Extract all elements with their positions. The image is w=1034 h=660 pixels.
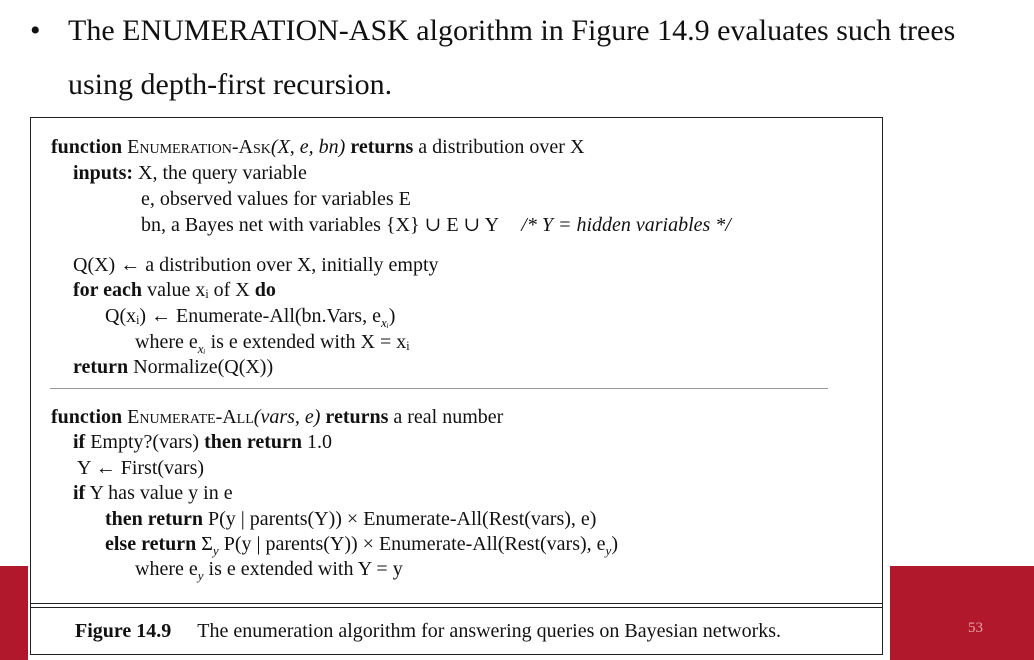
- algo2-if-has-value: if Y has value y in e: [73, 482, 233, 504]
- algo1-init-q: Q(X) ← a distribution over X, initially empty: [73, 254, 439, 276]
- algo1-where: where $e_{xᵢ}$ is e extended with X = xᵢ: [135, 331, 410, 356]
- algo1-return: return Normalize(Q(X)): [73, 356, 274, 378]
- figure-caption-text: The enumeration algorithm for answering queries on Bayesian networks.: [197, 620, 782, 642]
- algo1-assign: Q(xᵢ) ← Enumerate-All(bn.Vars, $e_{xᵢ}$): [105, 305, 396, 330]
- algo2-if-empty: if Empty?(vars) then return 1.0: [73, 431, 333, 453]
- algo2-else-return: else return $\Sigma_y$ P(y | parents(Y)) × Enumerate-All(Rest(vars), $e_y$): [105, 533, 618, 558]
- bullet-text-line2: using depth-first recursion.: [68, 68, 393, 101]
- algorithm-figure-box: [30, 117, 883, 655]
- algo1-for-each: for each value xᵢ of X do: [73, 279, 276, 301]
- decor-red-bar-left: [0, 566, 28, 660]
- decor-red-bar-right: [890, 566, 1034, 660]
- bullet-icon: •: [30, 14, 41, 47]
- slide-number: 53: [968, 620, 983, 636]
- bullet-text-line1: The ENUMERATION-ASK algorithm in Figure 14.9 evaluates such trees: [68, 14, 956, 47]
- figure-label: Figure 14.9: [75, 620, 172, 642]
- algo2-where: where $e_y$ is e extended with Y = y: [135, 558, 403, 583]
- divider-double-top: [31, 603, 882, 604]
- algo1-signature: function Enumeration-Ask(X, e, bn) returns a distribution over X: [51, 136, 585, 158]
- algo1-input-bayesnet: bn, a Bayes net with variables {X} ∪ E ∪ Y /* Y = hidden variables */: [141, 214, 731, 236]
- algo1-input-evidence: e, observed values for variables E: [141, 188, 411, 210]
- divider-thin: [50, 388, 828, 389]
- algo1-inputs-line: inputs: X, the query variable: [73, 162, 307, 184]
- algo2-first: Y ← First(vars): [77, 457, 205, 479]
- algo2-signature: function Enumerate-All(vars, e) returns a real number: [51, 406, 504, 428]
- figure-caption: [75, 620, 781, 643]
- algo2-then-return: then return P(y | parents(Y)) × Enumerate-All(Rest(vars), e): [105, 508, 597, 530]
- divider-double-bottom: [31, 607, 882, 608]
